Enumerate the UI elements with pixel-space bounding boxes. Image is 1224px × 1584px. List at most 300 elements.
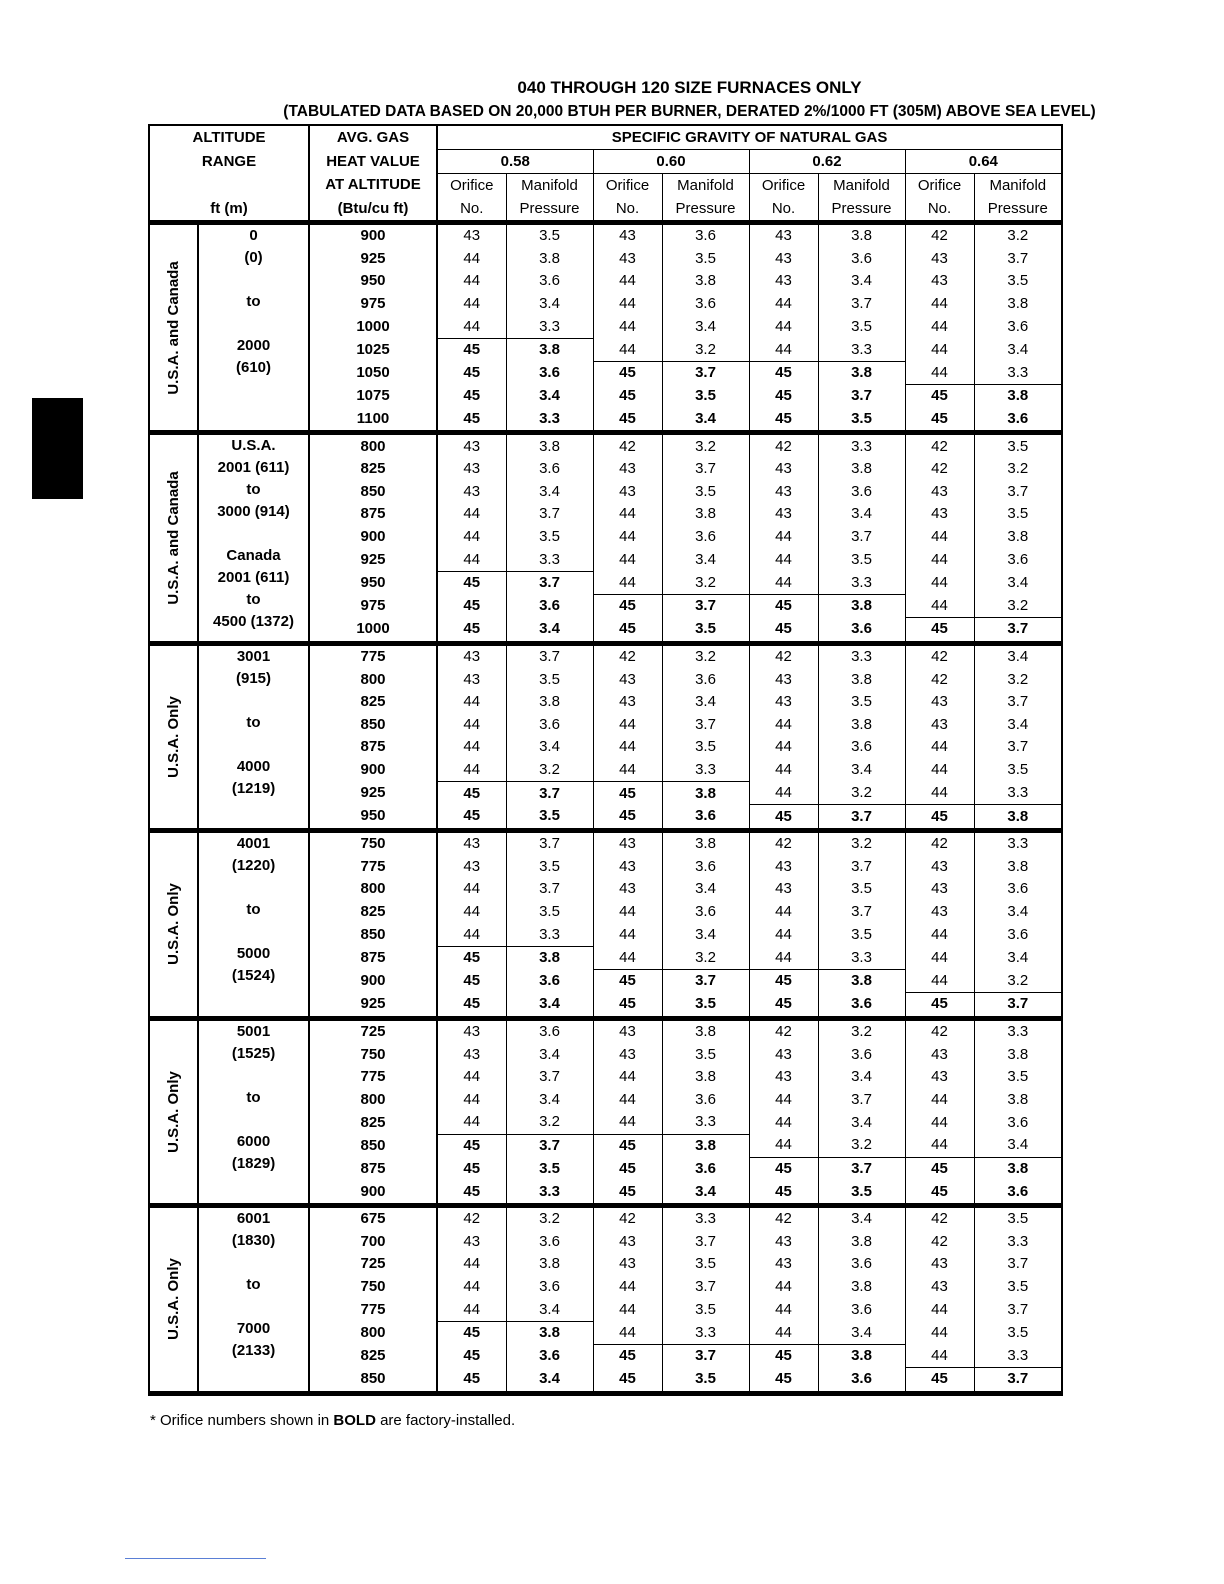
manifold-pressure-cell: 3.2 — [818, 1134, 905, 1157]
manifold-pressure-cell: 3.4 — [662, 315, 749, 338]
manifold-pressure-cell: 3.5 — [818, 923, 905, 946]
manifold-pressure-header: Pressure — [818, 197, 905, 223]
orifice-number-cell: 43 — [749, 481, 818, 504]
manifold-pressure-cell: 3.3 — [506, 923, 593, 946]
altitude-range-line: 4000 — [236, 757, 271, 775]
orifice-number-cell: 45 — [905, 385, 974, 408]
orifice-number-cell: 44 — [905, 1111, 974, 1134]
heat-value-header: AVG. GAS — [309, 125, 437, 150]
manifold-pressure-cell: 3.4 — [506, 1298, 593, 1321]
manifold-pressure-cell: 3.8 — [974, 805, 1062, 831]
orifice-number-cell: 43 — [749, 1043, 818, 1066]
manifold-pressure-cell: 3.7 — [506, 571, 593, 594]
manifold-pressure-cell: 3.4 — [506, 293, 593, 316]
manifold-pressure-cell: 3.2 — [506, 759, 593, 782]
orifice-number-cell: 44 — [905, 923, 974, 946]
manifold-pressure-cell: 3.5 — [662, 385, 749, 408]
orifice-number-cell: 43 — [437, 1043, 506, 1066]
manifold-pressure-cell: 3.6 — [506, 1018, 593, 1043]
heat-value-cell: 1100 — [309, 408, 437, 433]
manifold-pressure-cell: 3.3 — [506, 315, 593, 338]
page-divider-line — [125, 1558, 266, 1559]
manifold-pressure-cell: 3.6 — [662, 1088, 749, 1111]
orifice-number-cell: 45 — [593, 970, 662, 993]
orifice-number-cell: 44 — [749, 1134, 818, 1157]
altitude-range-line: to — [246, 713, 261, 731]
orifice-number-cell: 45 — [749, 618, 818, 644]
heat-value-cell: 675 — [309, 1205, 437, 1230]
manifold-pressure-cell: 3.3 — [974, 362, 1062, 385]
manifold-pressure-cell: 3.3 — [974, 1345, 1062, 1368]
manifold-pressure-cell: 3.7 — [506, 1134, 593, 1157]
orifice-number-cell: 45 — [749, 1368, 818, 1394]
manifold-pressure-cell: 3.7 — [974, 1368, 1062, 1394]
manifold-pressure-cell: 3.4 — [662, 548, 749, 571]
altitude-range-line: to — [246, 900, 261, 918]
manifold-pressure-cell: 3.5 — [974, 759, 1062, 782]
orifice-number-cell: 45 — [437, 1157, 506, 1180]
orifice-number-cell: 43 — [593, 481, 662, 504]
manifold-pressure-cell: 3.5 — [818, 878, 905, 901]
heat-value-cell: 750 — [309, 830, 437, 855]
manifold-pressure-cell: 3.2 — [974, 223, 1062, 248]
orifice-number-cell: 45 — [593, 1180, 662, 1205]
manifold-pressure-cell: 3.7 — [506, 643, 593, 668]
manifold-pressure-cell: 3.6 — [974, 1111, 1062, 1134]
orifice-number-cell: 43 — [437, 643, 506, 668]
altitude-range-line: to — [246, 591, 261, 609]
orifice-number-cell: 44 — [437, 548, 506, 571]
altitude-range-line: (1830) — [231, 1231, 276, 1249]
heat-value-unit-header: (Btu/cu ft) — [309, 197, 437, 223]
manifold-pressure-cell: 3.4 — [974, 946, 1062, 969]
orifice-number-cell: 42 — [593, 643, 662, 668]
orifice-no-header: No. — [593, 197, 662, 223]
gravity-060-header: 0.60 — [593, 150, 749, 174]
heat-value-cell: 700 — [309, 1231, 437, 1254]
region-label-text: U.S.A. Only — [164, 883, 182, 966]
heat-value-cell: 775 — [309, 643, 437, 668]
manifold-pressure-cell: 3.4 — [818, 270, 905, 293]
manifold-pressure-cell: 3.6 — [662, 526, 749, 549]
orifice-number-cell: 44 — [593, 759, 662, 782]
heat-value-cell: 875 — [309, 946, 437, 969]
orifice-number-cell: 44 — [593, 503, 662, 526]
orifice-number-cell: 44 — [905, 1134, 974, 1157]
orifice-number-cell: 43 — [437, 223, 506, 248]
orifice-number-cell: 45 — [905, 1180, 974, 1205]
manifold-pressure-cell: 3.5 — [662, 1298, 749, 1321]
orifice-number-cell: 43 — [593, 248, 662, 271]
manifold-pressure-cell: 3.6 — [506, 458, 593, 481]
altitude-range-line: to — [246, 1088, 261, 1106]
orifice-number-cell: 45 — [437, 338, 506, 361]
orifice-header: Orifice — [749, 174, 818, 198]
manifold-pressure-cell: 3.8 — [506, 1253, 593, 1276]
manifold-pressure-cell: 3.5 — [974, 1276, 1062, 1299]
orifice-number-cell: 45 — [749, 1345, 818, 1368]
orifice-number-cell: 43 — [437, 1231, 506, 1254]
altitude-range-line: 2000 — [236, 337, 271, 354]
orifice-number-cell: 44 — [593, 713, 662, 736]
orifice-number-cell: 44 — [593, 526, 662, 549]
orifice-number-cell: 45 — [437, 408, 506, 433]
heat-value-cell: 850 — [309, 923, 437, 946]
footnote-bold-word: BOLD — [333, 1412, 376, 1429]
orifice-number-cell: 43 — [905, 691, 974, 714]
orifice-number-cell: 43 — [437, 433, 506, 458]
manifold-pressure-cell: 3.4 — [662, 408, 749, 433]
manifold-pressure-cell: 3.5 — [974, 433, 1062, 458]
altitude-range-line — [199, 877, 308, 899]
heat-value-cell: 925 — [309, 993, 437, 1019]
table-row — [149, 433, 1062, 458]
altitude-range-line — [199, 734, 308, 756]
orifice-number-cell: 42 — [905, 643, 974, 668]
table-row — [149, 223, 1062, 248]
manifold-pressure-cell: 3.8 — [974, 1157, 1062, 1180]
page-subtitle: (TABULATED DATA BASED ON 20,000 BTUH PER BURNER, DERATED 2%/1000 FT (305M) ABOVE SEA LEVEL) — [283, 103, 1096, 120]
heat-value-cell: 950 — [309, 571, 437, 594]
manifold-pressure-cell: 3.2 — [974, 458, 1062, 481]
heat-value-cell: 1000 — [309, 315, 437, 338]
manifold-pressure-cell: 3.6 — [818, 736, 905, 759]
altitude-range-line: Canada — [226, 547, 281, 565]
orifice-number-cell: 45 — [437, 946, 506, 969]
manifold-pressure-cell: 3.8 — [974, 1088, 1062, 1111]
orifice-number-cell: 42 — [593, 1205, 662, 1230]
orifice-number-cell: 43 — [593, 1018, 662, 1043]
orifice-number-cell: 44 — [437, 270, 506, 293]
heat-value-cell: 900 — [309, 970, 437, 993]
orifice-number-cell: 44 — [437, 1253, 506, 1276]
orifice-number-cell: 45 — [437, 1321, 506, 1344]
orifice-number-cell: 42 — [749, 1205, 818, 1230]
manifold-pressure-cell: 3.6 — [506, 970, 593, 993]
altitude-range-line: (0) — [244, 249, 263, 266]
manifold-pressure-cell: 3.8 — [506, 433, 593, 458]
manifold-pressure-cell: 3.6 — [506, 1276, 593, 1299]
manifold-pressure-cell: 3.5 — [506, 805, 593, 831]
orifice-number-cell: 44 — [593, 901, 662, 924]
manifold-pressure-cell: 3.6 — [506, 1345, 593, 1368]
orifice-number-cell: 45 — [749, 1157, 818, 1180]
heat-value-cell: 900 — [309, 759, 437, 782]
orifice-number-cell: 44 — [749, 548, 818, 571]
orifice-number-cell: 45 — [905, 805, 974, 831]
manifold-pressure-cell: 3.5 — [506, 223, 593, 248]
manifold-pressure-cell: 3.5 — [974, 270, 1062, 293]
orifice-number-cell: 44 — [437, 923, 506, 946]
altitude-range-line: 3001 — [236, 647, 271, 665]
heat-value-cell: 725 — [309, 1018, 437, 1043]
manifold-pressure-cell: 3.8 — [974, 385, 1062, 408]
manifold-pressure-cell: 3.7 — [818, 1088, 905, 1111]
orifice-number-cell: 42 — [749, 1018, 818, 1043]
orifice-number-cell: 45 — [593, 1157, 662, 1180]
manifold-pressure-cell: 3.6 — [662, 223, 749, 248]
orifice-number-cell: 44 — [749, 571, 818, 594]
manifold-pressure-cell: 3.4 — [818, 503, 905, 526]
orifice-number-cell: 43 — [905, 1253, 974, 1276]
manifold-pressure-cell: 3.4 — [506, 736, 593, 759]
orifice-number-cell: 42 — [905, 223, 974, 248]
orifice-number-cell: 44 — [437, 1066, 506, 1089]
manifold-pressure-cell: 3.7 — [974, 248, 1062, 271]
gravity-058-header: 0.58 — [437, 150, 593, 174]
manifold-header: Manifold — [506, 174, 593, 198]
orifice-number-cell: 43 — [749, 270, 818, 293]
orifice-number-cell: 43 — [593, 1043, 662, 1066]
region-label-text: U.S.A. and Canada — [164, 260, 182, 395]
manifold-pressure-cell: 3.5 — [818, 548, 905, 571]
manifold-pressure-cell: 3.2 — [818, 1018, 905, 1043]
orifice-number-cell: 45 — [593, 385, 662, 408]
orifice-number-cell: 45 — [593, 618, 662, 644]
heat-value-cell: 725 — [309, 1253, 437, 1276]
altitude-range-line: 2001 (611) — [217, 459, 290, 477]
altitude-range-line: to — [246, 481, 261, 499]
orifice-number-cell: 45 — [593, 1345, 662, 1368]
orifice-number-cell: 45 — [437, 385, 506, 408]
altitude-range-cell — [198, 223, 309, 433]
heat-value-cell: 875 — [309, 1157, 437, 1180]
orifice-number-cell: 44 — [905, 946, 974, 969]
orifice-number-cell: 43 — [905, 1066, 974, 1089]
orifice-number-cell: 44 — [905, 293, 974, 316]
manifold-pressure-cell: 3.7 — [818, 293, 905, 316]
manifold-pressure-cell: 3.7 — [662, 595, 749, 618]
manifold-pressure-cell: 3.2 — [974, 970, 1062, 993]
orifice-number-cell: 42 — [905, 1205, 974, 1230]
orifice-number-cell: 44 — [437, 1111, 506, 1134]
manifold-pressure-cell: 3.7 — [506, 878, 593, 901]
manifold-pressure-cell: 3.8 — [974, 856, 1062, 879]
orifice-number-cell: 43 — [593, 691, 662, 714]
manifold-pressure-cell: 3.7 — [662, 362, 749, 385]
heat-value-header-line2: HEAT VALUE — [309, 150, 437, 174]
manifold-pressure-cell: 3.7 — [662, 1276, 749, 1299]
manifold-pressure-header: Pressure — [506, 197, 593, 223]
manifold-pressure-cell: 3.6 — [818, 1298, 905, 1321]
orifice-number-cell: 43 — [593, 1253, 662, 1276]
orifice-number-cell: 43 — [905, 248, 974, 271]
table-row — [149, 643, 1062, 668]
orifice-number-cell: 43 — [905, 1276, 974, 1299]
manifold-pressure-cell: 3.7 — [818, 1157, 905, 1180]
manifold-pressure-cell: 3.7 — [662, 1345, 749, 1368]
orifice-number-cell: 43 — [749, 1253, 818, 1276]
orifice-number-cell: 45 — [437, 595, 506, 618]
orifice-number-cell: 44 — [905, 1345, 974, 1368]
manifold-pressure-cell: 3.7 — [818, 805, 905, 831]
manifold-pressure-cell: 3.5 — [818, 315, 905, 338]
orifice-no-header: No. — [905, 197, 974, 223]
orifice-number-cell: 44 — [749, 1111, 818, 1134]
manifold-pressure-cell: 3.4 — [818, 759, 905, 782]
manifold-pressure-cell: 3.7 — [974, 691, 1062, 714]
orifice-number-cell: 45 — [437, 1368, 506, 1394]
manifold-pressure-cell: 3.8 — [506, 691, 593, 714]
orifice-number-cell: 44 — [905, 548, 974, 571]
heat-value-cell: 800 — [309, 1321, 437, 1344]
heat-value-cell: 875 — [309, 503, 437, 526]
manifold-pressure-cell: 3.3 — [974, 782, 1062, 805]
orifice-number-cell: 45 — [437, 571, 506, 594]
altitude-range-line: to — [246, 293, 261, 310]
manifold-pressure-cell: 3.6 — [974, 1180, 1062, 1205]
orifice-number-cell: 43 — [905, 481, 974, 504]
orifice-number-cell: 45 — [749, 993, 818, 1019]
altitude-range-line: (1524) — [231, 966, 276, 984]
orifice-number-cell: 44 — [437, 878, 506, 901]
orifice-number-cell: 45 — [905, 408, 974, 433]
heat-value-cell: 850 — [309, 713, 437, 736]
manifold-pressure-cell: 3.5 — [974, 1205, 1062, 1230]
orifice-number-cell: 43 — [593, 223, 662, 248]
altitude-range-line — [199, 1109, 308, 1131]
manifold-pressure-cell: 3.7 — [662, 713, 749, 736]
orifice-number-cell: 43 — [593, 458, 662, 481]
altitude-range-line: 4001 — [236, 834, 271, 852]
orifice-number-cell: 44 — [593, 1276, 662, 1299]
orifice-number-cell: 44 — [749, 923, 818, 946]
manifold-pressure-cell: 3.4 — [662, 878, 749, 901]
orifice-no-header: No. — [437, 197, 506, 223]
manifold-pressure-cell: 3.4 — [818, 1111, 905, 1134]
manifold-pressure-cell: 3.5 — [662, 618, 749, 644]
manifold-pressure-cell: 3.5 — [662, 736, 749, 759]
heat-value-cell: 825 — [309, 901, 437, 924]
heat-value-cell: 950 — [309, 805, 437, 831]
manifold-pressure-cell: 3.3 — [662, 1111, 749, 1134]
orifice-number-cell: 44 — [437, 1298, 506, 1321]
region-label-text: U.S.A. Only — [164, 1258, 182, 1341]
orifice-number-cell: 44 — [905, 759, 974, 782]
orifice-number-cell: 44 — [437, 503, 506, 526]
orifice-number-cell: 43 — [437, 830, 506, 855]
orifice-number-cell: 43 — [437, 458, 506, 481]
page-title: 040 THROUGH 120 SIZE FURNACES ONLY — [517, 78, 862, 97]
orifice-number-cell: 45 — [437, 970, 506, 993]
altitude-range-line — [199, 523, 308, 545]
orifice-number-cell: 43 — [905, 1043, 974, 1066]
orifice-number-cell: 45 — [437, 782, 506, 805]
orifice-number-cell: 45 — [593, 805, 662, 831]
orifice-number-cell: 42 — [905, 458, 974, 481]
altitude-header-line2: RANGE — [149, 150, 309, 174]
manifold-pressure-cell: 3.8 — [818, 713, 905, 736]
orifice-number-cell: 42 — [749, 830, 818, 855]
orifice-number-cell: 44 — [749, 1276, 818, 1299]
orifice-number-cell: 44 — [749, 1298, 818, 1321]
orifice-number-cell: 45 — [905, 618, 974, 644]
orifice-number-cell: 45 — [437, 1180, 506, 1205]
region-label — [149, 223, 198, 433]
gravity-062-header: 0.62 — [749, 150, 905, 174]
heat-value-cell: 825 — [309, 1111, 437, 1134]
heat-value-cell: 825 — [309, 1345, 437, 1368]
orifice-number-cell: 44 — [437, 1276, 506, 1299]
table-body — [149, 223, 1062, 1394]
orifice-number-cell: 42 — [437, 1205, 506, 1230]
manifold-pressure-cell: 3.4 — [506, 1088, 593, 1111]
orifice-number-cell: 44 — [593, 946, 662, 969]
manifold-pressure-cell: 3.5 — [662, 1253, 749, 1276]
altitude-range-line: (1220) — [231, 856, 276, 874]
altitude-range-line: (2133) — [231, 1341, 276, 1359]
orifice-number-cell: 45 — [905, 1368, 974, 1394]
orifice-number-cell: 44 — [437, 526, 506, 549]
manifold-pressure-cell: 3.4 — [974, 1134, 1062, 1157]
orifice-number-cell: 42 — [905, 668, 974, 691]
manifold-pressure-cell: 3.4 — [506, 618, 593, 644]
manifold-pressure-cell: 3.4 — [662, 691, 749, 714]
orifice-number-cell: 45 — [749, 595, 818, 618]
manifold-pressure-cell: 3.8 — [818, 668, 905, 691]
manifold-pressure-cell: 3.2 — [662, 946, 749, 969]
manifold-pressure-cell: 3.8 — [506, 338, 593, 361]
manifold-pressure-cell: 3.8 — [818, 223, 905, 248]
orifice-number-cell: 45 — [437, 805, 506, 831]
orifice-number-cell: 43 — [905, 878, 974, 901]
manifold-pressure-cell: 3.8 — [818, 595, 905, 618]
orifice-number-cell: 42 — [905, 433, 974, 458]
orifice-number-cell: 43 — [749, 223, 818, 248]
heat-value-cell: 950 — [309, 270, 437, 293]
manifold-pressure-cell: 3.3 — [506, 548, 593, 571]
orifice-number-cell: 45 — [437, 993, 506, 1019]
table-row — [149, 1205, 1062, 1230]
orifice-number-cell: 43 — [437, 481, 506, 504]
manifold-pressure-cell: 3.5 — [818, 408, 905, 433]
manifold-pressure-cell: 3.4 — [974, 713, 1062, 736]
heat-value-cell: 925 — [309, 548, 437, 571]
table-header — [149, 125, 1062, 223]
manifold-pressure-cell: 3.6 — [662, 293, 749, 316]
footnote-suffix: are factory-installed. — [375, 1412, 516, 1429]
manifold-pressure-cell: 3.6 — [974, 923, 1062, 946]
manifold-pressure-cell: 3.8 — [974, 293, 1062, 316]
heat-value-cell: 900 — [309, 223, 437, 248]
region-label — [149, 643, 198, 830]
heat-value-cell: 975 — [309, 293, 437, 316]
manifold-pressure-cell: 3.4 — [662, 923, 749, 946]
orifice-number-cell: 45 — [437, 362, 506, 385]
orifice-number-cell: 45 — [593, 993, 662, 1019]
orifice-number-cell: 43 — [593, 856, 662, 879]
manifold-pressure-cell: 3.3 — [818, 338, 905, 361]
manifold-pressure-cell: 3.8 — [506, 946, 593, 969]
altitude-range-line — [199, 313, 308, 335]
manifold-pressure-cell: 3.6 — [818, 248, 905, 271]
manifold-pressure-cell: 3.6 — [662, 1157, 749, 1180]
manifold-pressure-cell: 3.2 — [662, 433, 749, 458]
orifice-number-cell: 42 — [905, 830, 974, 855]
manifold-pressure-cell: 3.5 — [662, 993, 749, 1019]
altitude-range-line: 0 — [249, 227, 258, 244]
table-row — [149, 830, 1062, 855]
altitude-range-cell — [198, 830, 309, 1018]
manifold-pressure-cell: 3.3 — [818, 643, 905, 668]
altitude-range-line: 6001 — [236, 1209, 271, 1227]
altitude-range-line: (1219) — [231, 779, 276, 797]
manifold-header: Manifold — [662, 174, 749, 198]
heat-value-cell: 750 — [309, 1276, 437, 1299]
orifice-number-cell: 43 — [749, 668, 818, 691]
altitude-range-line: 4500 (1372) — [213, 613, 294, 631]
altitude-header: ALTITUDE — [149, 125, 309, 150]
